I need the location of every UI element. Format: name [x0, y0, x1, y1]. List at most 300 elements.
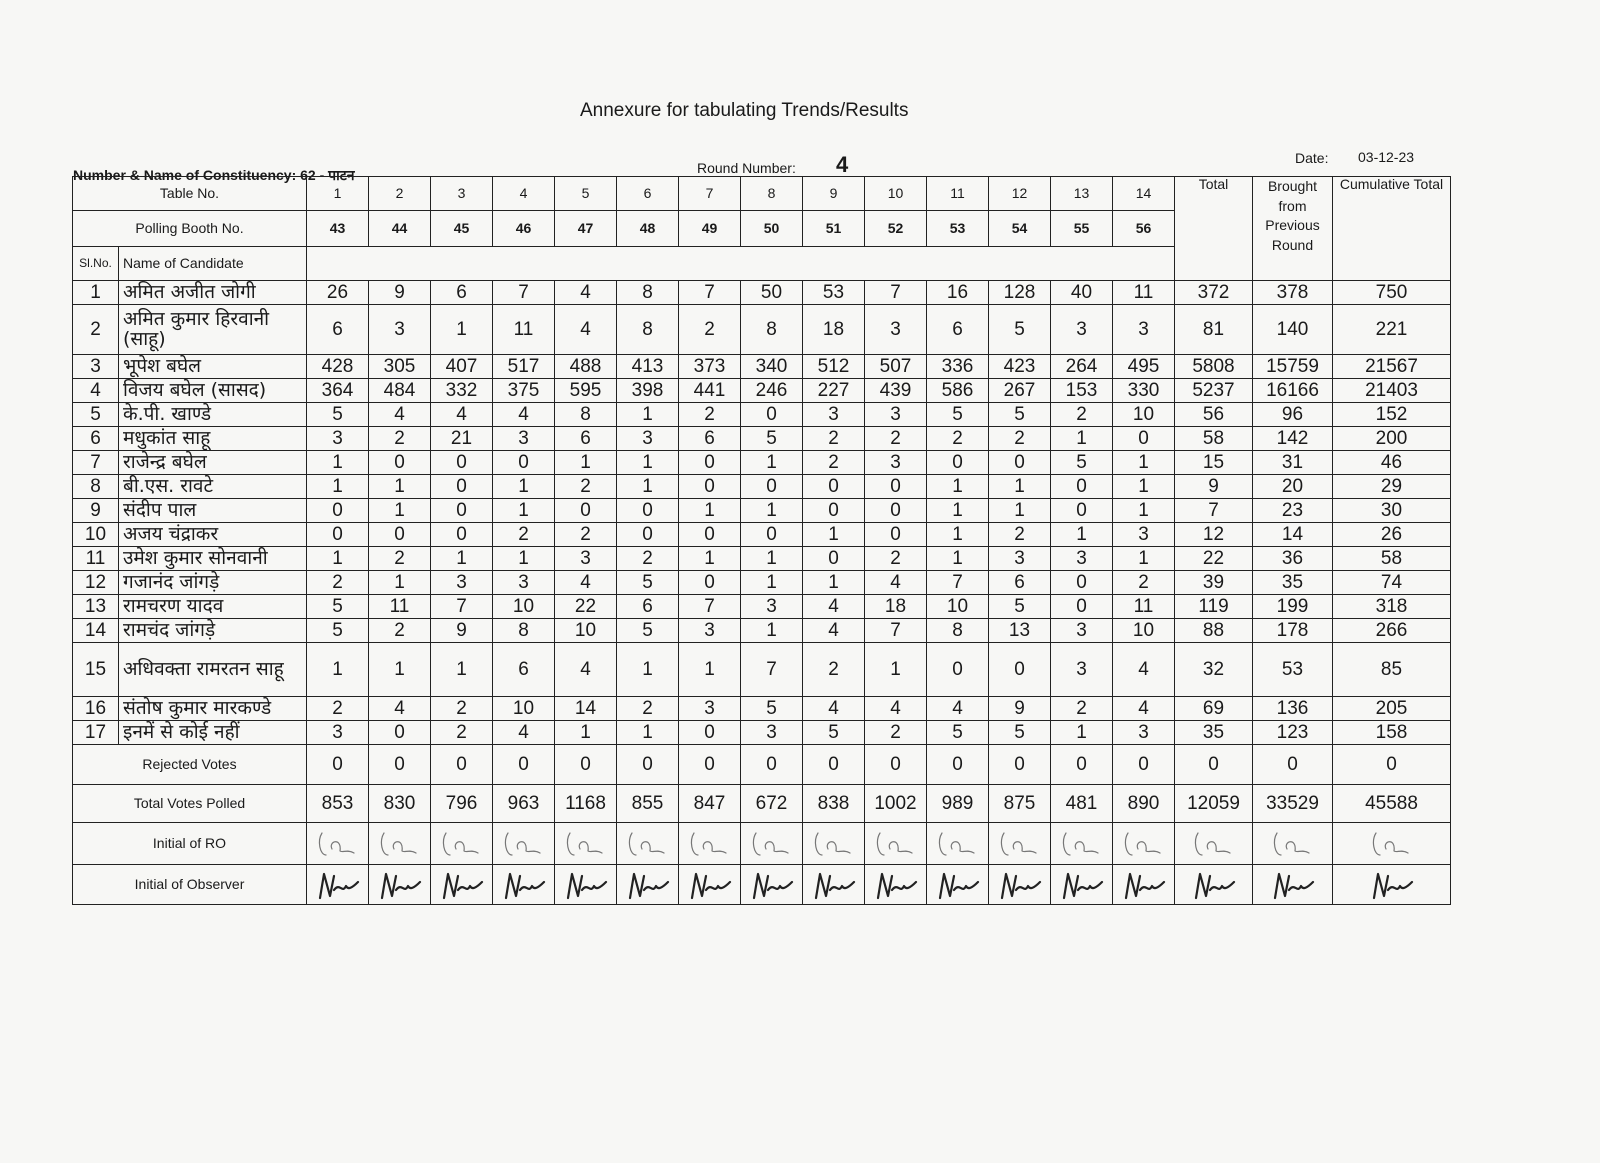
vote-count: 1	[431, 547, 493, 571]
vote-count: 40	[1051, 281, 1113, 305]
vote-count: 1	[679, 499, 741, 523]
ro-signature-icon	[1118, 827, 1170, 861]
candidate-name: मधुकांत साहू	[119, 427, 307, 451]
total-polled-cumulative: 45588	[1333, 785, 1451, 823]
ro-signature-icon	[374, 827, 426, 861]
rejected-count: 0	[1051, 745, 1113, 785]
candidate-cumulative: 205	[1333, 697, 1451, 721]
candidate-row	[73, 451, 1451, 475]
vote-count: 264	[1051, 355, 1113, 379]
booth-no-cell: 48	[617, 211, 679, 247]
vote-count: 0	[431, 523, 493, 547]
candidate-name: के.पी. खाण्डे	[119, 403, 307, 427]
observer-initial-cell	[1175, 865, 1253, 905]
total-polled-count: 1168	[555, 785, 617, 823]
booth-no-cell: 53	[927, 211, 989, 247]
vote-count: 2	[617, 547, 679, 571]
vote-count: 6	[989, 571, 1051, 595]
vote-count: 373	[679, 355, 741, 379]
table-no-cell: 8	[741, 177, 803, 211]
vote-count: 246	[741, 379, 803, 403]
observer-initial-cell	[1253, 865, 1333, 905]
vote-count: 1	[369, 643, 431, 697]
candidate-row	[73, 595, 1451, 619]
vote-count: 4	[555, 571, 617, 595]
candidate-row	[73, 475, 1451, 499]
observer-signature-icon	[1056, 868, 1108, 902]
candidate-total: 7	[1175, 499, 1253, 523]
vote-count: 11	[369, 595, 431, 619]
vote-count: 1	[741, 571, 803, 595]
polling-booth-header: Polling Booth No.	[73, 211, 307, 247]
candidate-brought: 199	[1253, 595, 1333, 619]
observer-signature-icon	[1188, 868, 1240, 902]
vote-count: 1	[1051, 523, 1113, 547]
vote-count: 14	[555, 697, 617, 721]
candidate-name: संतोष कुमार मारकण्डे	[119, 697, 307, 721]
vote-count: 2	[1051, 697, 1113, 721]
vote-count: 1	[555, 451, 617, 475]
vote-count: 267	[989, 379, 1051, 403]
rejected-total: 0	[1175, 745, 1253, 785]
vote-count: 5	[741, 697, 803, 721]
vote-count: 2	[1051, 403, 1113, 427]
vote-count: 1	[555, 721, 617, 745]
vote-count: 1	[1051, 427, 1113, 451]
rejected-count: 0	[803, 745, 865, 785]
candidate-total: 5237	[1175, 379, 1253, 403]
vote-count: 8	[741, 305, 803, 355]
vote-count: 1	[927, 475, 989, 499]
vote-count: 8	[617, 281, 679, 305]
total-polled-count: 875	[989, 785, 1051, 823]
vote-count: 586	[927, 379, 989, 403]
booth-no-cell: 47	[555, 211, 617, 247]
vote-count: 1	[803, 571, 865, 595]
observer-signature-icon	[622, 868, 674, 902]
vote-count: 6	[307, 305, 369, 355]
vote-count: 0	[989, 451, 1051, 475]
ro-signature-icon	[1188, 827, 1240, 861]
vote-count: 1	[369, 475, 431, 499]
vote-count: 8	[493, 619, 555, 643]
vote-count: 6	[493, 643, 555, 697]
vote-count: 0	[865, 523, 927, 547]
observer-signature-icon	[560, 868, 612, 902]
observer-signature-icon	[498, 868, 550, 902]
vote-count: 3	[1113, 721, 1175, 745]
vote-count: 5	[307, 619, 369, 643]
candidate-row	[73, 427, 1451, 451]
vote-count: 1	[989, 475, 1051, 499]
total-polled-count: 890	[1113, 785, 1175, 823]
total-polled-label: Total Votes Polled	[73, 785, 307, 823]
observer-signature-icon	[684, 868, 736, 902]
vote-count: 375	[493, 379, 555, 403]
vote-count: 26	[307, 281, 369, 305]
rejected-count: 0	[679, 745, 741, 785]
vote-count: 4	[555, 643, 617, 697]
candidate-row	[73, 721, 1451, 745]
candidate-total: 58	[1175, 427, 1253, 451]
vote-count: 1	[307, 475, 369, 499]
vote-count: 1	[431, 643, 493, 697]
total-polled-count: 989	[927, 785, 989, 823]
vote-count: 2	[493, 523, 555, 547]
observer-signature-icon	[1267, 868, 1319, 902]
candidate-brought: 96	[1253, 403, 1333, 427]
vote-count: 8	[617, 305, 679, 355]
observer-signature-icon	[1366, 868, 1418, 902]
vote-count: 10	[1113, 403, 1175, 427]
vote-count: 1	[369, 571, 431, 595]
candidate-total: 81	[1175, 305, 1253, 355]
vote-count: 153	[1051, 379, 1113, 403]
vote-count: 9	[431, 619, 493, 643]
vote-count: 0	[431, 475, 493, 499]
rejected-count: 0	[927, 745, 989, 785]
candidate-brought: 20	[1253, 475, 1333, 499]
ro-initial-cell	[307, 823, 369, 865]
candidate-sl-no: 14	[73, 619, 119, 643]
ro-signature-icon	[808, 827, 860, 861]
vote-count: 9	[369, 281, 431, 305]
candidate-row	[73, 281, 1451, 305]
booth-no-cell: 55	[1051, 211, 1113, 247]
vote-count: 1	[307, 451, 369, 475]
candidate-row	[73, 523, 1451, 547]
vote-count: 11	[493, 305, 555, 355]
cumulative-header: Cumulative Total	[1333, 177, 1451, 281]
observer-signature-icon	[436, 868, 488, 902]
vote-count: 4	[369, 403, 431, 427]
results-table-body	[73, 177, 1451, 905]
candidate-total: 15	[1175, 451, 1253, 475]
candidate-total: 9	[1175, 475, 1253, 499]
vote-count: 4	[431, 403, 493, 427]
vote-count: 22	[555, 595, 617, 619]
booth-no-cell: 54	[989, 211, 1051, 247]
ro-signature-icon	[932, 827, 984, 861]
candidate-brought: 136	[1253, 697, 1333, 721]
vote-count: 1	[1113, 475, 1175, 499]
vote-count: 428	[307, 355, 369, 379]
vote-count: 7	[865, 281, 927, 305]
vote-count: 2	[679, 403, 741, 427]
observer-initial-cell	[1113, 865, 1175, 905]
observer-signature-icon	[374, 868, 426, 902]
vote-count: 1	[617, 475, 679, 499]
sl-no-header: Sl.No.	[73, 247, 119, 281]
initial-observer-row	[73, 865, 1451, 905]
table-no-cell: 9	[803, 177, 865, 211]
vote-count: 8	[927, 619, 989, 643]
vote-count: 512	[803, 355, 865, 379]
vote-count: 5	[989, 305, 1051, 355]
candidate-row	[73, 643, 1451, 697]
blank-header-cell	[307, 247, 1175, 281]
candidate-sl-no: 16	[73, 697, 119, 721]
date-value: 03-12-23	[1358, 149, 1415, 165]
table-no-cell: 14	[1113, 177, 1175, 211]
vote-count: 0	[369, 721, 431, 745]
vote-count: 0	[1051, 571, 1113, 595]
vote-count: 0	[927, 451, 989, 475]
vote-count: 0	[679, 721, 741, 745]
vote-count: 3	[307, 721, 369, 745]
observer-initial-cell	[679, 865, 741, 905]
total-polled-count: 672	[741, 785, 803, 823]
ro-initial-cell	[1051, 823, 1113, 865]
candidate-name: रामचंद जांगड़े	[119, 619, 307, 643]
vote-count: 2	[307, 571, 369, 595]
table-no-cell: 10	[865, 177, 927, 211]
rejected-count: 0	[989, 745, 1051, 785]
booth-no-cell: 56	[1113, 211, 1175, 247]
vote-count: 1	[617, 721, 679, 745]
vote-count: 595	[555, 379, 617, 403]
booth-no-cell: 46	[493, 211, 555, 247]
vote-count: 10	[927, 595, 989, 619]
vote-count: 4	[555, 305, 617, 355]
date-label: Date:	[1295, 150, 1329, 166]
vote-count: 53	[803, 281, 865, 305]
ro-initial-cell	[1333, 823, 1451, 865]
ro-signature-icon	[312, 827, 364, 861]
candidate-cumulative: 21567	[1333, 355, 1451, 379]
vote-count: 0	[431, 451, 493, 475]
vote-count: 4	[493, 721, 555, 745]
vote-count: 441	[679, 379, 741, 403]
total-header: Total	[1175, 177, 1253, 281]
vote-count: 1	[927, 499, 989, 523]
observer-initial-cell	[1051, 865, 1113, 905]
vote-count: 439	[865, 379, 927, 403]
total-polled-count: 853	[307, 785, 369, 823]
rejected-count: 0	[307, 745, 369, 785]
candidate-total: 119	[1175, 595, 1253, 619]
booth-no-cell: 51	[803, 211, 865, 247]
vote-count: 1	[493, 547, 555, 571]
candidate-sl-no: 7	[73, 451, 119, 475]
vote-count: 3	[1051, 547, 1113, 571]
vote-count: 0	[679, 451, 741, 475]
candidate-cumulative: 21403	[1333, 379, 1451, 403]
vote-count: 1	[617, 643, 679, 697]
candidate-name: बी.एस. रावटे	[119, 475, 307, 499]
table-no-cell: 11	[927, 177, 989, 211]
vote-count: 18	[803, 305, 865, 355]
candidate-name: रामचरण यादव	[119, 595, 307, 619]
table-no-cell: 1	[307, 177, 369, 211]
ro-signature-icon	[1366, 827, 1418, 861]
vote-count: 1	[617, 403, 679, 427]
total-polled-count: 963	[493, 785, 555, 823]
vote-count: 0	[617, 523, 679, 547]
rejected-count: 0	[1113, 745, 1175, 785]
vote-count: 3	[493, 571, 555, 595]
total-polled-count: 838	[803, 785, 865, 823]
vote-count: 7	[927, 571, 989, 595]
observer-signature-icon	[932, 868, 984, 902]
vote-count: 3	[989, 547, 1051, 571]
vote-count: 1	[989, 499, 1051, 523]
vote-count: 2	[431, 721, 493, 745]
candidate-brought: 178	[1253, 619, 1333, 643]
candidate-total: 5808	[1175, 355, 1253, 379]
candidate-name: इनमें से कोई नहीं	[119, 721, 307, 745]
vote-count: 2	[803, 451, 865, 475]
ro-initial-cell	[1253, 823, 1333, 865]
vote-count: 7	[741, 643, 803, 697]
vote-count: 7	[493, 281, 555, 305]
ro-signature-icon	[684, 827, 736, 861]
ro-initial-cell	[431, 823, 493, 865]
candidate-row	[73, 499, 1451, 523]
observer-initial-cell	[1333, 865, 1451, 905]
ro-initial-cell	[617, 823, 679, 865]
brought-header: Brought from Previous Round	[1253, 177, 1333, 281]
vote-count: 1	[1051, 721, 1113, 745]
candidate-sl-no: 10	[73, 523, 119, 547]
vote-count: 8	[555, 403, 617, 427]
vote-count: 0	[369, 523, 431, 547]
observer-signature-icon	[1118, 868, 1170, 902]
vote-count: 364	[307, 379, 369, 403]
candidate-cumulative: 158	[1333, 721, 1451, 745]
vote-count: 423	[989, 355, 1051, 379]
candidate-sl-no: 11	[73, 547, 119, 571]
ro-signature-icon	[436, 827, 488, 861]
candidate-sl-no: 5	[73, 403, 119, 427]
round-value: 4	[836, 152, 849, 177]
vote-count: 128	[989, 281, 1051, 305]
constituency-label: Number & Name of Constituency: 62 - पाटन	[73, 167, 355, 183]
ro-initial-cell	[865, 823, 927, 865]
total-polled-count: 855	[617, 785, 679, 823]
candidate-row	[73, 697, 1451, 721]
vote-count: 13	[989, 619, 1051, 643]
vote-count: 1	[741, 499, 803, 523]
observer-initial-cell	[741, 865, 803, 905]
vote-count: 3	[741, 721, 803, 745]
vote-count: 7	[865, 619, 927, 643]
booth-no-cell: 43	[307, 211, 369, 247]
vote-count: 2	[865, 427, 927, 451]
vote-count: 2	[555, 523, 617, 547]
vote-count: 3	[1051, 643, 1113, 697]
vote-count: 398	[617, 379, 679, 403]
vote-count: 3	[679, 619, 741, 643]
vote-count: 5	[989, 403, 1051, 427]
candidate-cumulative: 30	[1333, 499, 1451, 523]
ro-signature-icon	[746, 827, 798, 861]
vote-count: 2	[865, 547, 927, 571]
vote-count: 1	[1113, 499, 1175, 523]
vote-count: 1	[741, 547, 803, 571]
initial-ro-label: Initial of RO	[73, 823, 307, 865]
candidate-name: अजय चंद्राकर	[119, 523, 307, 547]
vote-count: 3	[307, 427, 369, 451]
candidate-sl-no: 17	[73, 721, 119, 745]
vote-count: 0	[369, 451, 431, 475]
candidate-name: अमित कुमार हिरवानी (साहू)	[119, 305, 307, 355]
vote-count: 1	[493, 475, 555, 499]
vote-count: 3	[679, 697, 741, 721]
total-polled-brought: 33529	[1253, 785, 1333, 823]
vote-count: 0	[803, 547, 865, 571]
vote-count: 10	[493, 595, 555, 619]
vote-count: 18	[865, 595, 927, 619]
vote-count: 0	[927, 643, 989, 697]
candidate-sl-no: 13	[73, 595, 119, 619]
vote-count: 0	[1051, 475, 1113, 499]
vote-count: 3	[1113, 523, 1175, 547]
vote-count: 4	[803, 595, 865, 619]
vote-count: 1	[431, 305, 493, 355]
vote-count: 3	[555, 547, 617, 571]
vote-count: 1	[741, 619, 803, 643]
vote-count: 330	[1113, 379, 1175, 403]
vote-count: 484	[369, 379, 431, 403]
observer-signature-icon	[312, 868, 364, 902]
vote-count: 6	[679, 427, 741, 451]
candidate-row	[73, 355, 1451, 379]
ro-initial-cell	[1175, 823, 1253, 865]
vote-count: 4	[1113, 643, 1175, 697]
vote-count: 3	[865, 451, 927, 475]
candidate-cumulative: 46	[1333, 451, 1451, 475]
candidate-total: 88	[1175, 619, 1253, 643]
table-no-row	[73, 177, 1451, 211]
ro-signature-icon	[994, 827, 1046, 861]
candidate-cumulative: 266	[1333, 619, 1451, 643]
vote-count: 0	[1113, 427, 1175, 451]
vote-count: 5	[989, 721, 1051, 745]
vote-count: 7	[431, 595, 493, 619]
vote-count: 1	[741, 451, 803, 475]
vote-count: 4	[555, 281, 617, 305]
vote-count: 2	[307, 697, 369, 721]
vote-count: 4	[927, 697, 989, 721]
ro-signature-icon	[870, 827, 922, 861]
ro-signature-icon	[1056, 827, 1108, 861]
vote-count: 6	[431, 281, 493, 305]
vote-count: 336	[927, 355, 989, 379]
vote-count: 5	[617, 619, 679, 643]
rejected-count: 0	[369, 745, 431, 785]
vote-count: 0	[865, 499, 927, 523]
vote-count: 3	[617, 427, 679, 451]
candidate-sl-no: 4	[73, 379, 119, 403]
candidate-brought: 15759	[1253, 355, 1333, 379]
vote-count: 2	[803, 643, 865, 697]
vote-count: 2	[617, 697, 679, 721]
vote-count: 5	[741, 427, 803, 451]
candidate-row	[73, 305, 1451, 355]
vote-count: 2	[431, 697, 493, 721]
candidate-total: 372	[1175, 281, 1253, 305]
vote-count: 0	[679, 523, 741, 547]
vote-count: 5	[307, 595, 369, 619]
table-no-cell: 12	[989, 177, 1051, 211]
vote-count: 5	[927, 721, 989, 745]
results-table	[72, 176, 1451, 905]
candidate-sl-no: 6	[73, 427, 119, 451]
vote-count: 5	[989, 595, 1051, 619]
ro-initial-cell	[989, 823, 1051, 865]
rejected-count: 0	[431, 745, 493, 785]
